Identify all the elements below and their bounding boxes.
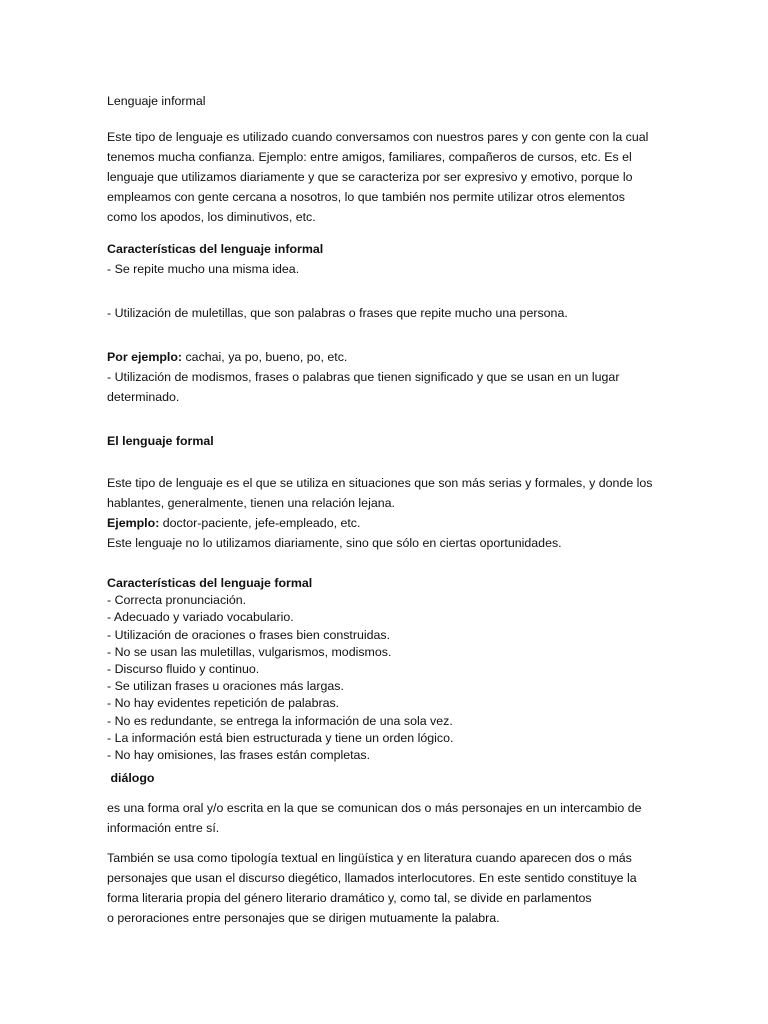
informal-paragraph	[107, 127, 667, 227]
paragraph-line: Este lenguaje no lo utilizamos diariamente, sino que sólo en ciertas oportunidades.	[107, 536, 562, 550]
paragraph-line: como los apodos, los diminutivos, etc.	[107, 210, 316, 224]
list-item: - Utilización de oraciones o frases bien construidas.	[107, 627, 391, 642]
characteristics-title-informal: Características del lenguaje informal	[107, 242, 324, 256]
paragraph-line: Este tipo de lenguaje es el que se utiliza en situaciones que son más serias y formales, y donde los	[107, 476, 653, 490]
list-item: - Adecuado y variado vocabulario.	[107, 610, 294, 625]
list-item: - Discurso fluido y continuo.	[107, 662, 260, 677]
paragraph-line: empleamos con gente cercana a nosotros, lo que también nos permite utilizar otros elementos	[107, 190, 625, 204]
section-title-informal: Lenguaje informal	[107, 94, 206, 108]
section-title-formal: El lenguaje formal	[107, 434, 214, 448]
paragraph-line: Este tipo de lenguaje es utilizado cuando conversamos con nuestros pares y con gente con la cual	[107, 130, 649, 144]
paragraph-line: forma literaria propia del género literario dramático y, como tal, se divide en parlamentos	[107, 891, 592, 906]
informal-characteristics	[107, 239, 667, 279]
list-item: - Utilización de muletillas, que son palabras o frases que repite mucho una persona.	[107, 306, 568, 320]
paragraph-line: personajes que usan el discurso diegético, llamados interlocutores. En este sentido constituye la	[107, 871, 637, 886]
list-item: - No es redundante, se entrega la información de una sola vez.	[107, 713, 453, 728]
characteristics-title-formal: Características del lenguaje formal	[107, 576, 313, 590]
example-text: cachai, ya po, bueno, po, etc.	[182, 350, 348, 364]
dialogo-paragraph	[107, 848, 667, 928]
paragraph-line: hablantes, generalmente, tienen una relación lejana.	[107, 496, 395, 510]
formal-paragraph	[107, 473, 667, 553]
dialogo-definition	[107, 798, 667, 838]
example-line	[107, 513, 667, 533]
paragraph-line: También se usa como tipología textual en lingüística y en literatura cuando aparecen dos o más	[107, 851, 632, 866]
section-title-dialogo: diálogo	[107, 771, 155, 786]
document-page	[107, 91, 667, 928]
paragraph-line: información entre sí.	[107, 821, 220, 836]
paragraph-line: o peroraciones entre personajes que se dirigen mutuamente la palabra.	[107, 911, 500, 926]
paragraph-line: es una forma oral y/o escrita en la que se comunican dos o más personajes en un intercambio de	[107, 801, 642, 816]
example-line	[107, 347, 667, 367]
list-item: - Correcta pronunciación.	[107, 593, 247, 608]
list-item: - No se usan las muletillas, vulgarismos, modismos.	[107, 644, 392, 659]
list-item: determinado.	[107, 390, 180, 404]
example-text: doctor-paciente, jefe-empleado, etc.	[159, 516, 361, 530]
example-label: Ejemplo:	[107, 516, 160, 530]
list-item: - Se utilizan frases u oraciones más largas.	[107, 679, 344, 694]
example-label: Por ejemplo:	[107, 350, 183, 364]
informal-example-block	[107, 347, 667, 407]
list-item: - Utilización de modismos, frases o palabras que tienen significado y que se usan en un lugar	[107, 370, 620, 384]
formal-characteristics	[107, 575, 667, 764]
list-item: - Se repite mucho una misma idea.	[107, 262, 300, 276]
paragraph-line: lenguaje que utilizamos diariamente y que se caracteriza por ser expresivo y emotivo, porque lo	[107, 170, 633, 184]
list-item: - La información está bien estructurada y tiene un orden lógico.	[107, 730, 454, 745]
list-item: - No hay evidentes repetición de palabras.	[107, 696, 340, 711]
list-item: - No hay omisiones, las frases están completas.	[107, 748, 371, 763]
paragraph-line: tenemos mucha confianza. Ejemplo: entre amigos, familiares, compañeros de cursos, etc. Es el	[107, 150, 632, 164]
